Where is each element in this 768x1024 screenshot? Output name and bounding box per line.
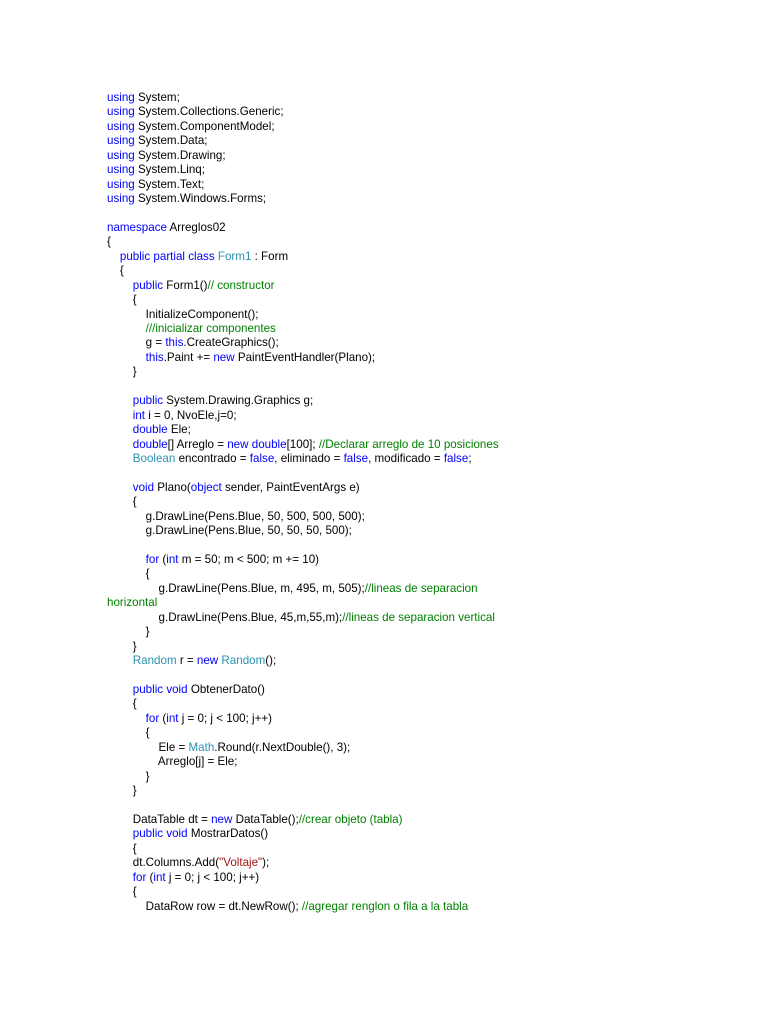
comment-token: //lineas de separacion vertical [342,610,495,624]
comment-token: //Declarar arreglo de 10 posiciones [318,437,499,451]
keyword-token: double [132,423,168,437]
code-line [107,365,747,379]
code-line [107,481,747,495]
code-text: DataRow row = dt.NewRow(); [107,899,302,913]
keyword-token: int [166,553,179,566]
code-text: g.DrawLine(Pens.Blue, 50, 500, 500, 500); [107,509,365,523]
code-text: System.ComponentModel; [134,119,275,133]
keyword-token: this [165,336,184,350]
code-text: } [107,365,137,379]
keyword-token: public [132,827,164,841]
code-text [107,553,146,566]
comment-token: ///inicializar componentes [145,322,276,335]
code-line [107,279,747,293]
type-token: Boolean [132,451,176,465]
code-line [107,596,747,610]
code-text: j = 0; j < 100; j++) [165,870,260,884]
code-text: System.Drawing; [134,148,226,162]
blank-line [107,380,747,394]
code-line [107,293,747,307]
code-line [107,611,747,625]
code-text: ( [146,870,154,884]
code-text: [100]; [286,437,319,451]
code-text: ( [159,711,167,725]
code-text: g.DrawLine(Pens.Blue, 50, 50, 50, 500); [107,524,352,538]
code-line [107,322,747,336]
code-text: Ele = [107,740,189,754]
code-text [107,250,120,263]
code-text [107,438,133,451]
keyword-token: new [211,812,233,826]
code-text: ObtenerDato() [187,682,265,696]
comment-token: // constructor [207,278,275,292]
code-line [107,163,747,177]
keyword-token: public [119,249,151,263]
code-text: g = [107,336,166,350]
code-text: g.DrawLine(Pens.Blue, m, 495, m, 505); [107,581,365,595]
keyword-token: public [132,394,164,408]
comment-token: //crear objeto (tabla) [298,812,403,826]
code-line [107,149,747,163]
code-line [107,567,747,581]
code-text: , modificado = [368,451,444,465]
code-line [107,755,747,769]
code-line [107,900,747,914]
type-token: Math [188,740,215,754]
code-text: j = 0; j < 100; j++) [178,711,272,725]
comment-token: horizontal [107,596,158,610]
code-line [107,510,747,524]
code-line [107,625,747,639]
keyword-token: new [213,350,235,364]
code-text: { [107,495,137,509]
code-line [107,394,747,408]
code-text: { [107,841,137,855]
keyword-token: for [145,553,160,566]
keyword-token: false [343,451,369,465]
blank-line [107,539,747,553]
code-text: , eliminado = [274,451,344,465]
code-line [107,178,747,192]
keyword-token: using [107,105,135,119]
string-token: "Voltaje" [219,856,263,870]
code-line [107,336,747,350]
code-text [107,351,146,364]
code-text: System.Text; [134,177,205,191]
code-line [107,726,747,740]
code-line [107,582,747,596]
code-text: i = 0, NvoEle,j=0; [145,408,237,422]
code-text: encontrado = [175,451,250,465]
keyword-token: public [132,682,164,696]
code-text [107,279,133,292]
code-line [107,438,747,452]
code-line [107,827,747,841]
code-line [107,250,747,264]
code-text: { [107,235,111,249]
keyword-token: false [249,451,275,465]
keyword-token: namespace [107,220,167,234]
code-text [107,409,133,422]
code-line [107,842,747,856]
keyword-token: using [107,163,135,177]
code-line [107,409,747,423]
code-text [107,423,133,436]
keyword-token: using [107,192,135,206]
code-line [107,784,747,798]
keyword-token: int [153,870,166,884]
code-text: Arreglos02 [166,220,226,234]
code-line [107,553,747,567]
keyword-token: using [107,177,135,191]
code-text: g.DrawLine(Pens.Blue, 45,m,55,m); [107,610,343,624]
code-text: } [107,639,137,653]
code-line [107,134,747,148]
keyword-token: partial [153,249,185,263]
code-text: Form1() [163,278,208,292]
code-text [107,827,133,840]
keyword-token: int [132,408,146,422]
code-text: } [107,625,150,639]
code-line [107,683,747,697]
keyword-token: new [196,654,219,668]
keyword-token: using [107,148,135,162]
keyword-token: void [166,682,188,696]
keyword-token: public [132,278,164,292]
code-line [107,423,747,437]
code-text: System; [134,91,180,104]
code-line [107,308,747,322]
code-text: .Paint += [163,350,214,364]
code-text: { [107,726,150,740]
code-text [107,394,133,407]
code-text: dt.Columns.Add( [107,856,220,870]
blank-line [107,207,747,221]
keyword-token: double [251,437,287,451]
code-text: MostrarDatos() [187,827,269,841]
code-text: PaintEventHandler(Plano); [234,350,376,364]
keyword-token: using [107,119,135,133]
code-text: { [107,293,137,307]
code-text: m = 50; m < 500; m += 10) [178,553,320,566]
code-text: .Round(r.NextDouble(), 3); [214,740,351,754]
keyword-token: for [132,870,147,884]
code-text: r = [176,654,197,668]
type-token: Random [221,654,266,668]
keyword-token: for [145,711,160,725]
code-text [107,452,133,465]
code-text: InitializeComponent(); [107,307,259,321]
keyword-token: int [166,711,179,725]
code-text: System.Drawing.Graphics g; [163,394,314,408]
code-text: Arreglo[j] = Ele; [107,755,238,769]
blank-line [107,669,747,683]
code-text: { [107,264,124,278]
code-line [107,192,747,206]
code-text: sender, PaintEventArgs e) [221,480,360,494]
code-line [107,221,747,235]
code-text [107,322,146,335]
code-text: System.Collections.Generic; [134,105,284,119]
code-line [107,813,747,827]
code-text: } [107,784,137,797]
code-text: System.Windows.Forms; [134,192,267,206]
keyword-token: using [107,91,135,104]
code-text: [] Arreglo = [167,437,228,451]
code-line [107,712,747,726]
code-listing [107,91,747,914]
code-text: { [107,697,137,711]
code-text: } [107,769,150,783]
keyword-token: using [107,134,135,148]
type-token: Form1 [217,249,252,263]
code-text: (); [265,654,277,668]
code-text: .CreateGraphics(); [183,336,279,350]
comment-token: //agregar renglon o fila a la tabla [301,899,469,913]
code-text: : Form [251,249,289,263]
code-line [107,770,747,784]
code-text: Ele; [167,423,191,437]
blank-line [107,466,747,480]
code-text: DataTable dt = [107,812,212,826]
keyword-token: double [132,437,168,451]
code-text [107,712,146,725]
code-text: System.Data; [134,134,208,148]
code-text: ( [159,553,167,566]
keyword-token: void [166,827,188,841]
code-line [107,264,747,278]
code-text: System.Linq; [134,163,205,177]
keyword-token: object [190,480,222,494]
code-text: { [107,567,150,581]
keyword-token: false [443,451,469,465]
keyword-token: new [227,437,249,451]
code-text: { [107,885,137,899]
code-line [107,741,747,755]
code-text: ); [262,856,270,870]
code-text: Plano( [154,480,191,494]
code-text: DataTable(); [232,812,299,826]
keyword-token: void [132,480,155,494]
code-text [107,871,133,884]
code-line [107,235,747,249]
code-line [107,871,747,885]
code-text [107,481,133,494]
code-line [107,654,747,668]
code-text [107,654,133,667]
code-line [107,697,747,711]
code-text [107,683,133,696]
code-line [107,105,747,119]
code-line [107,495,747,509]
blank-line [107,798,747,812]
code-line [107,856,747,870]
code-line [107,640,747,654]
code-line [107,91,747,105]
code-line [107,452,747,466]
code-line [107,120,747,134]
keyword-token: class [188,249,215,263]
keyword-token: this [145,350,164,364]
comment-token: //lineas de separacion [364,581,478,595]
type-token: Random [132,654,177,668]
code-line [107,524,747,538]
code-line [107,351,747,365]
code-line [107,885,747,899]
code-text: ; [468,451,472,465]
